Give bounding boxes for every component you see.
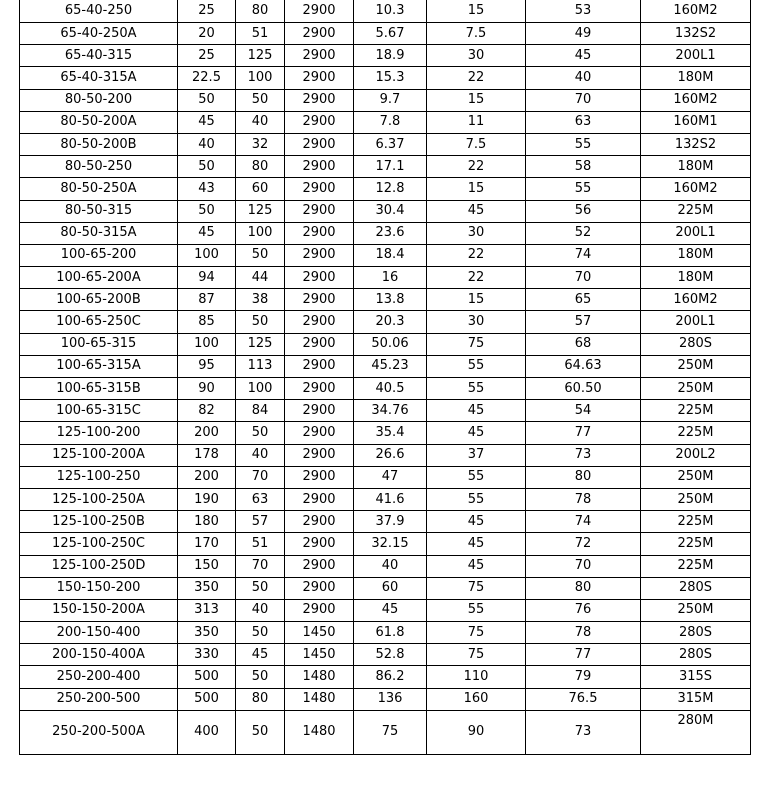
cell-motor: 250M [641,488,751,510]
cell-flow: 45 [178,111,236,133]
cell-model: 80-50-315 [20,200,178,222]
cell-head: 80 [236,0,285,23]
cell-model: 125-100-250A [20,488,178,510]
cell-efficiency: 40 [526,67,641,89]
cell-speed: 2900 [285,466,354,488]
cell-efficiency: 58 [526,156,641,178]
cell-head: 100 [236,378,285,400]
cell-flow: 50 [178,200,236,222]
cell-head: 80 [236,156,285,178]
cell-motor-power: 75 [427,622,526,644]
cell-head: 100 [236,67,285,89]
cell-shaft-power: 34.76 [354,400,427,422]
cell-shaft-power: 32.15 [354,533,427,555]
cell-motor-power: 22 [427,156,526,178]
cell-model: 65-40-250 [20,0,178,23]
cell-model: 80-50-200A [20,111,178,133]
cell-model: 250-200-400 [20,666,178,688]
table-row [20,89,751,111]
cell-shaft-power: 40.5 [354,378,427,400]
cell-motor-power: 55 [427,599,526,621]
cell-motor-power: 75 [427,577,526,599]
cell-shaft-power: 41.6 [354,488,427,510]
table-row [20,244,751,266]
cell-flow: 150 [178,555,236,577]
cell-shaft-power: 45 [354,599,427,621]
cell-flow: 20 [178,23,236,45]
cell-efficiency: 45 [526,45,641,67]
cell-model: 100-65-315B [20,378,178,400]
cell-flow: 94 [178,267,236,289]
cell-shaft-power: 60 [354,577,427,599]
cell-shaft-power: 52.8 [354,644,427,666]
cell-head: 63 [236,488,285,510]
table-row [20,45,751,67]
cell-speed: 1480 [285,710,354,754]
cell-efficiency: 49 [526,23,641,45]
cell-flow: 190 [178,488,236,510]
cell-speed: 2900 [285,222,354,244]
cell-shaft-power: 9.7 [354,89,427,111]
table-row [20,222,751,244]
cell-efficiency: 55 [526,133,641,155]
cell-model: 125-100-250D [20,555,178,577]
cell-head: 113 [236,355,285,377]
cell-head: 44 [236,267,285,289]
cell-efficiency: 77 [526,644,641,666]
cell-head: 50 [236,577,285,599]
cell-flow: 90 [178,378,236,400]
table-row [20,355,751,377]
cell-flow: 200 [178,466,236,488]
cell-efficiency: 52 [526,222,641,244]
cell-motor-power: 160 [427,688,526,710]
cell-efficiency: 77 [526,422,641,444]
cell-motor: 160M2 [641,0,751,23]
cell-model: 125-100-200A [20,444,178,466]
cell-flow: 170 [178,533,236,555]
cell-head: 51 [236,23,285,45]
cell-efficiency: 73 [526,444,641,466]
cell-motor-power: 55 [427,355,526,377]
cell-head: 60 [236,178,285,200]
cell-speed: 2900 [285,289,354,311]
cell-efficiency: 70 [526,555,641,577]
cell-flow: 100 [178,333,236,355]
cell-flow: 82 [178,400,236,422]
cell-speed: 2900 [285,89,354,111]
table-row [20,444,751,466]
table-row [20,133,751,155]
cell-efficiency: 60.50 [526,378,641,400]
cell-motor-power: 7.5 [427,133,526,155]
cell-flow: 95 [178,355,236,377]
cell-speed: 2900 [285,444,354,466]
cell-head: 80 [236,688,285,710]
cell-flow: 178 [178,444,236,466]
table-row [20,23,751,45]
table-row [20,599,751,621]
cell-model: 250-200-500A [20,710,178,754]
cell-model: 80-50-200 [20,89,178,111]
cell-head: 40 [236,111,285,133]
cell-shaft-power: 18.9 [354,45,427,67]
cell-model: 100-65-250C [20,311,178,333]
cell-efficiency: 80 [526,577,641,599]
cell-model: 150-150-200 [20,577,178,599]
table-row [20,178,751,200]
table-row [20,622,751,644]
cell-motor-power: 22 [427,67,526,89]
pump-spec-table [19,0,751,755]
cell-model: 125-100-250B [20,511,178,533]
cell-motor-power: 55 [427,488,526,510]
cell-shaft-power: 6.37 [354,133,427,155]
cell-efficiency: 55 [526,178,641,200]
cell-model: 80-50-315A [20,222,178,244]
cell-efficiency: 70 [526,89,641,111]
cell-model: 100-65-315C [20,400,178,422]
cell-flow: 330 [178,644,236,666]
cell-motor: 225M [641,422,751,444]
cell-shaft-power: 30.4 [354,200,427,222]
cell-head: 50 [236,422,285,444]
cell-efficiency: 70 [526,267,641,289]
cell-head: 70 [236,555,285,577]
cell-model: 80-50-250A [20,178,178,200]
cell-motor-power: 15 [427,178,526,200]
cell-speed: 2900 [285,555,354,577]
cell-shaft-power: 37.9 [354,511,427,533]
cell-flow: 87 [178,289,236,311]
table-row [20,511,751,533]
cell-motor: 315M [641,688,751,710]
cell-flow: 85 [178,311,236,333]
table-row [20,644,751,666]
cell-head: 100 [236,222,285,244]
cell-head: 70 [236,466,285,488]
table-row [20,688,751,710]
cell-motor: 280S [641,644,751,666]
cell-head: 50 [236,710,285,754]
cell-flow: 313 [178,599,236,621]
cell-shaft-power: 20.3 [354,311,427,333]
cell-head: 125 [236,333,285,355]
cell-model: 65-40-315A [20,67,178,89]
cell-shaft-power: 23.6 [354,222,427,244]
cell-flow: 500 [178,666,236,688]
cell-motor: 160M1 [641,111,751,133]
cell-speed: 2900 [285,156,354,178]
cell-speed: 2900 [285,267,354,289]
cell-model: 65-40-250A [20,23,178,45]
cell-model: 200-150-400A [20,644,178,666]
cell-motor-power: 22 [427,267,526,289]
cell-head: 40 [236,444,285,466]
cell-shaft-power: 16 [354,267,427,289]
cell-motor: 180M [641,267,751,289]
cell-motor-power: 15 [427,0,526,23]
cell-motor-power: 90 [427,710,526,754]
cell-motor-power: 45 [427,511,526,533]
cell-motor: 315S [641,666,751,688]
cell-flow: 22.5 [178,67,236,89]
cell-efficiency: 76 [526,599,641,621]
cell-efficiency: 74 [526,511,641,533]
cell-efficiency: 79 [526,666,641,688]
cell-motor-power: 15 [427,89,526,111]
cell-flow: 400 [178,710,236,754]
cell-motor-power: 15 [427,289,526,311]
cell-speed: 2900 [285,422,354,444]
cell-speed: 2900 [285,45,354,67]
cell-motor-power: 30 [427,222,526,244]
cell-speed: 2900 [285,533,354,555]
cell-shaft-power: 136 [354,688,427,710]
cell-efficiency: 68 [526,333,641,355]
cell-efficiency: 65 [526,289,641,311]
cell-motor-power: 45 [427,400,526,422]
cell-head: 84 [236,400,285,422]
cell-motor-power: 55 [427,466,526,488]
table-row [20,666,751,688]
cell-motor-power: 110 [427,666,526,688]
cell-speed: 2900 [285,488,354,510]
cell-motor: 180M [641,156,751,178]
cell-efficiency: 73 [526,710,641,754]
cell-head: 32 [236,133,285,155]
cell-model: 125-100-200 [20,422,178,444]
cell-efficiency: 72 [526,533,641,555]
cell-motor-power: 45 [427,422,526,444]
cell-speed: 2900 [285,133,354,155]
cell-motor: 250M [641,355,751,377]
table-row [20,289,751,311]
cell-flow: 100 [178,244,236,266]
cell-model: 80-50-250 [20,156,178,178]
cell-motor: 280S [641,622,751,644]
cell-motor-power: 75 [427,644,526,666]
cell-motor: 132S2 [641,23,751,45]
table-row [20,156,751,178]
cell-head: 57 [236,511,285,533]
cell-motor-power: 75 [427,333,526,355]
cell-efficiency: 74 [526,244,641,266]
cell-flow: 45 [178,222,236,244]
cell-motor: 180M [641,244,751,266]
cell-shaft-power: 7.8 [354,111,427,133]
cell-flow: 50 [178,89,236,111]
cell-model: 100-65-200 [20,244,178,266]
cell-model: 150-150-200A [20,599,178,621]
cell-motor: 280S [641,577,751,599]
cell-efficiency: 76.5 [526,688,641,710]
cell-motor: 160M2 [641,289,751,311]
cell-model: 80-50-200B [20,133,178,155]
cell-head: 50 [236,244,285,266]
table-row [20,0,751,23]
cell-speed: 2900 [285,400,354,422]
cell-model: 125-100-250C [20,533,178,555]
cell-speed: 2900 [285,577,354,599]
cell-model: 65-40-315 [20,45,178,67]
cell-motor: 200L2 [641,444,751,466]
cell-shaft-power: 13.8 [354,289,427,311]
cell-head: 38 [236,289,285,311]
cell-flow: 50 [178,156,236,178]
cell-motor: 250M [641,378,751,400]
cell-head: 125 [236,45,285,67]
cell-flow: 25 [178,45,236,67]
cell-head: 125 [236,200,285,222]
cell-speed: 2900 [285,178,354,200]
cell-motor: 225M [641,555,751,577]
cell-speed: 1480 [285,688,354,710]
cell-model: 250-200-500 [20,688,178,710]
cell-efficiency: 64.63 [526,355,641,377]
cell-shaft-power: 47 [354,466,427,488]
cell-efficiency: 57 [526,311,641,333]
cell-flow: 40 [178,133,236,155]
cell-shaft-power: 15.3 [354,67,427,89]
table-row [20,422,751,444]
cell-head: 51 [236,533,285,555]
cell-motor: 250M [641,599,751,621]
cell-motor: 280S [641,333,751,355]
cell-shaft-power: 61.8 [354,622,427,644]
table-row [20,488,751,510]
cell-flow: 43 [178,178,236,200]
cell-shaft-power: 50.06 [354,333,427,355]
cell-model: 100-65-315 [20,333,178,355]
cell-flow: 180 [178,511,236,533]
cell-head: 40 [236,599,285,621]
cell-head: 50 [236,311,285,333]
cell-shaft-power: 18.4 [354,244,427,266]
cell-motor: 200L1 [641,311,751,333]
cell-speed: 2900 [285,244,354,266]
table-row [20,378,751,400]
cell-flow: 350 [178,577,236,599]
cell-motor: 250M [641,466,751,488]
cell-motor-power: 45 [427,533,526,555]
cell-efficiency: 78 [526,488,641,510]
cell-shaft-power: 40 [354,555,427,577]
cell-efficiency: 78 [526,622,641,644]
cell-motor: 180M [641,67,751,89]
cell-head: 50 [236,89,285,111]
table-row [20,533,751,555]
cell-speed: 2900 [285,511,354,533]
cell-motor: 225M [641,511,751,533]
cell-speed: 1480 [285,666,354,688]
table-row [20,710,751,754]
cell-motor-power: 37 [427,444,526,466]
cell-shaft-power: 10.3 [354,0,427,23]
cell-speed: 2900 [285,311,354,333]
cell-speed: 1450 [285,622,354,644]
cell-motor-power: 30 [427,311,526,333]
table-row [20,67,751,89]
cell-speed: 2900 [285,599,354,621]
cell-shaft-power: 17.1 [354,156,427,178]
cell-motor-power: 45 [427,200,526,222]
cell-motor-power: 7.5 [427,23,526,45]
cell-flow: 500 [178,688,236,710]
table-row [20,200,751,222]
cell-motor: 132S2 [641,133,751,155]
cell-shaft-power: 12.8 [354,178,427,200]
cell-speed: 2900 [285,67,354,89]
cell-shaft-power: 45.23 [354,355,427,377]
table-row [20,577,751,599]
cell-shaft-power: 75 [354,710,427,754]
cell-flow: 350 [178,622,236,644]
table-row [20,466,751,488]
cell-efficiency: 80 [526,466,641,488]
cell-motor: 225M [641,200,751,222]
cell-motor: 160M2 [641,178,751,200]
cell-motor: 200L1 [641,222,751,244]
cell-flow: 25 [178,0,236,23]
table-row [20,111,751,133]
cell-motor-power: 55 [427,378,526,400]
cell-speed: 2900 [285,378,354,400]
cell-speed: 1450 [285,644,354,666]
cell-efficiency: 63 [526,111,641,133]
cell-efficiency: 56 [526,200,641,222]
cell-flow: 200 [178,422,236,444]
cell-motor-power: 22 [427,244,526,266]
cell-model: 125-100-250 [20,466,178,488]
table-row [20,311,751,333]
cell-motor-power: 30 [427,45,526,67]
cell-motor: 280M [641,710,751,754]
cell-efficiency: 53 [526,0,641,23]
cell-model: 200-150-400 [20,622,178,644]
cell-shaft-power: 26.6 [354,444,427,466]
cell-motor: 225M [641,533,751,555]
cell-model: 100-65-200A [20,267,178,289]
cell-model: 100-65-315A [20,355,178,377]
cell-speed: 2900 [285,333,354,355]
cell-efficiency: 54 [526,400,641,422]
cell-head: 50 [236,666,285,688]
cell-head: 45 [236,644,285,666]
cell-motor-power: 45 [427,555,526,577]
cell-speed: 2900 [285,23,354,45]
cell-shaft-power: 35.4 [354,422,427,444]
cell-motor: 160M2 [641,89,751,111]
cell-speed: 2900 [285,355,354,377]
cell-head: 50 [236,622,285,644]
cell-speed: 2900 [285,200,354,222]
table-row [20,333,751,355]
table-row [20,555,751,577]
cell-motor-power: 11 [427,111,526,133]
table-row [20,400,751,422]
cell-shaft-power: 86.2 [354,666,427,688]
cell-motor: 200L1 [641,45,751,67]
cell-motor: 225M [641,400,751,422]
cell-speed: 2900 [285,111,354,133]
table-row [20,267,751,289]
cell-model: 100-65-200B [20,289,178,311]
cell-shaft-power: 5.67 [354,23,427,45]
cell-speed: 2900 [285,0,354,23]
pump-spec-table-body [20,0,751,754]
